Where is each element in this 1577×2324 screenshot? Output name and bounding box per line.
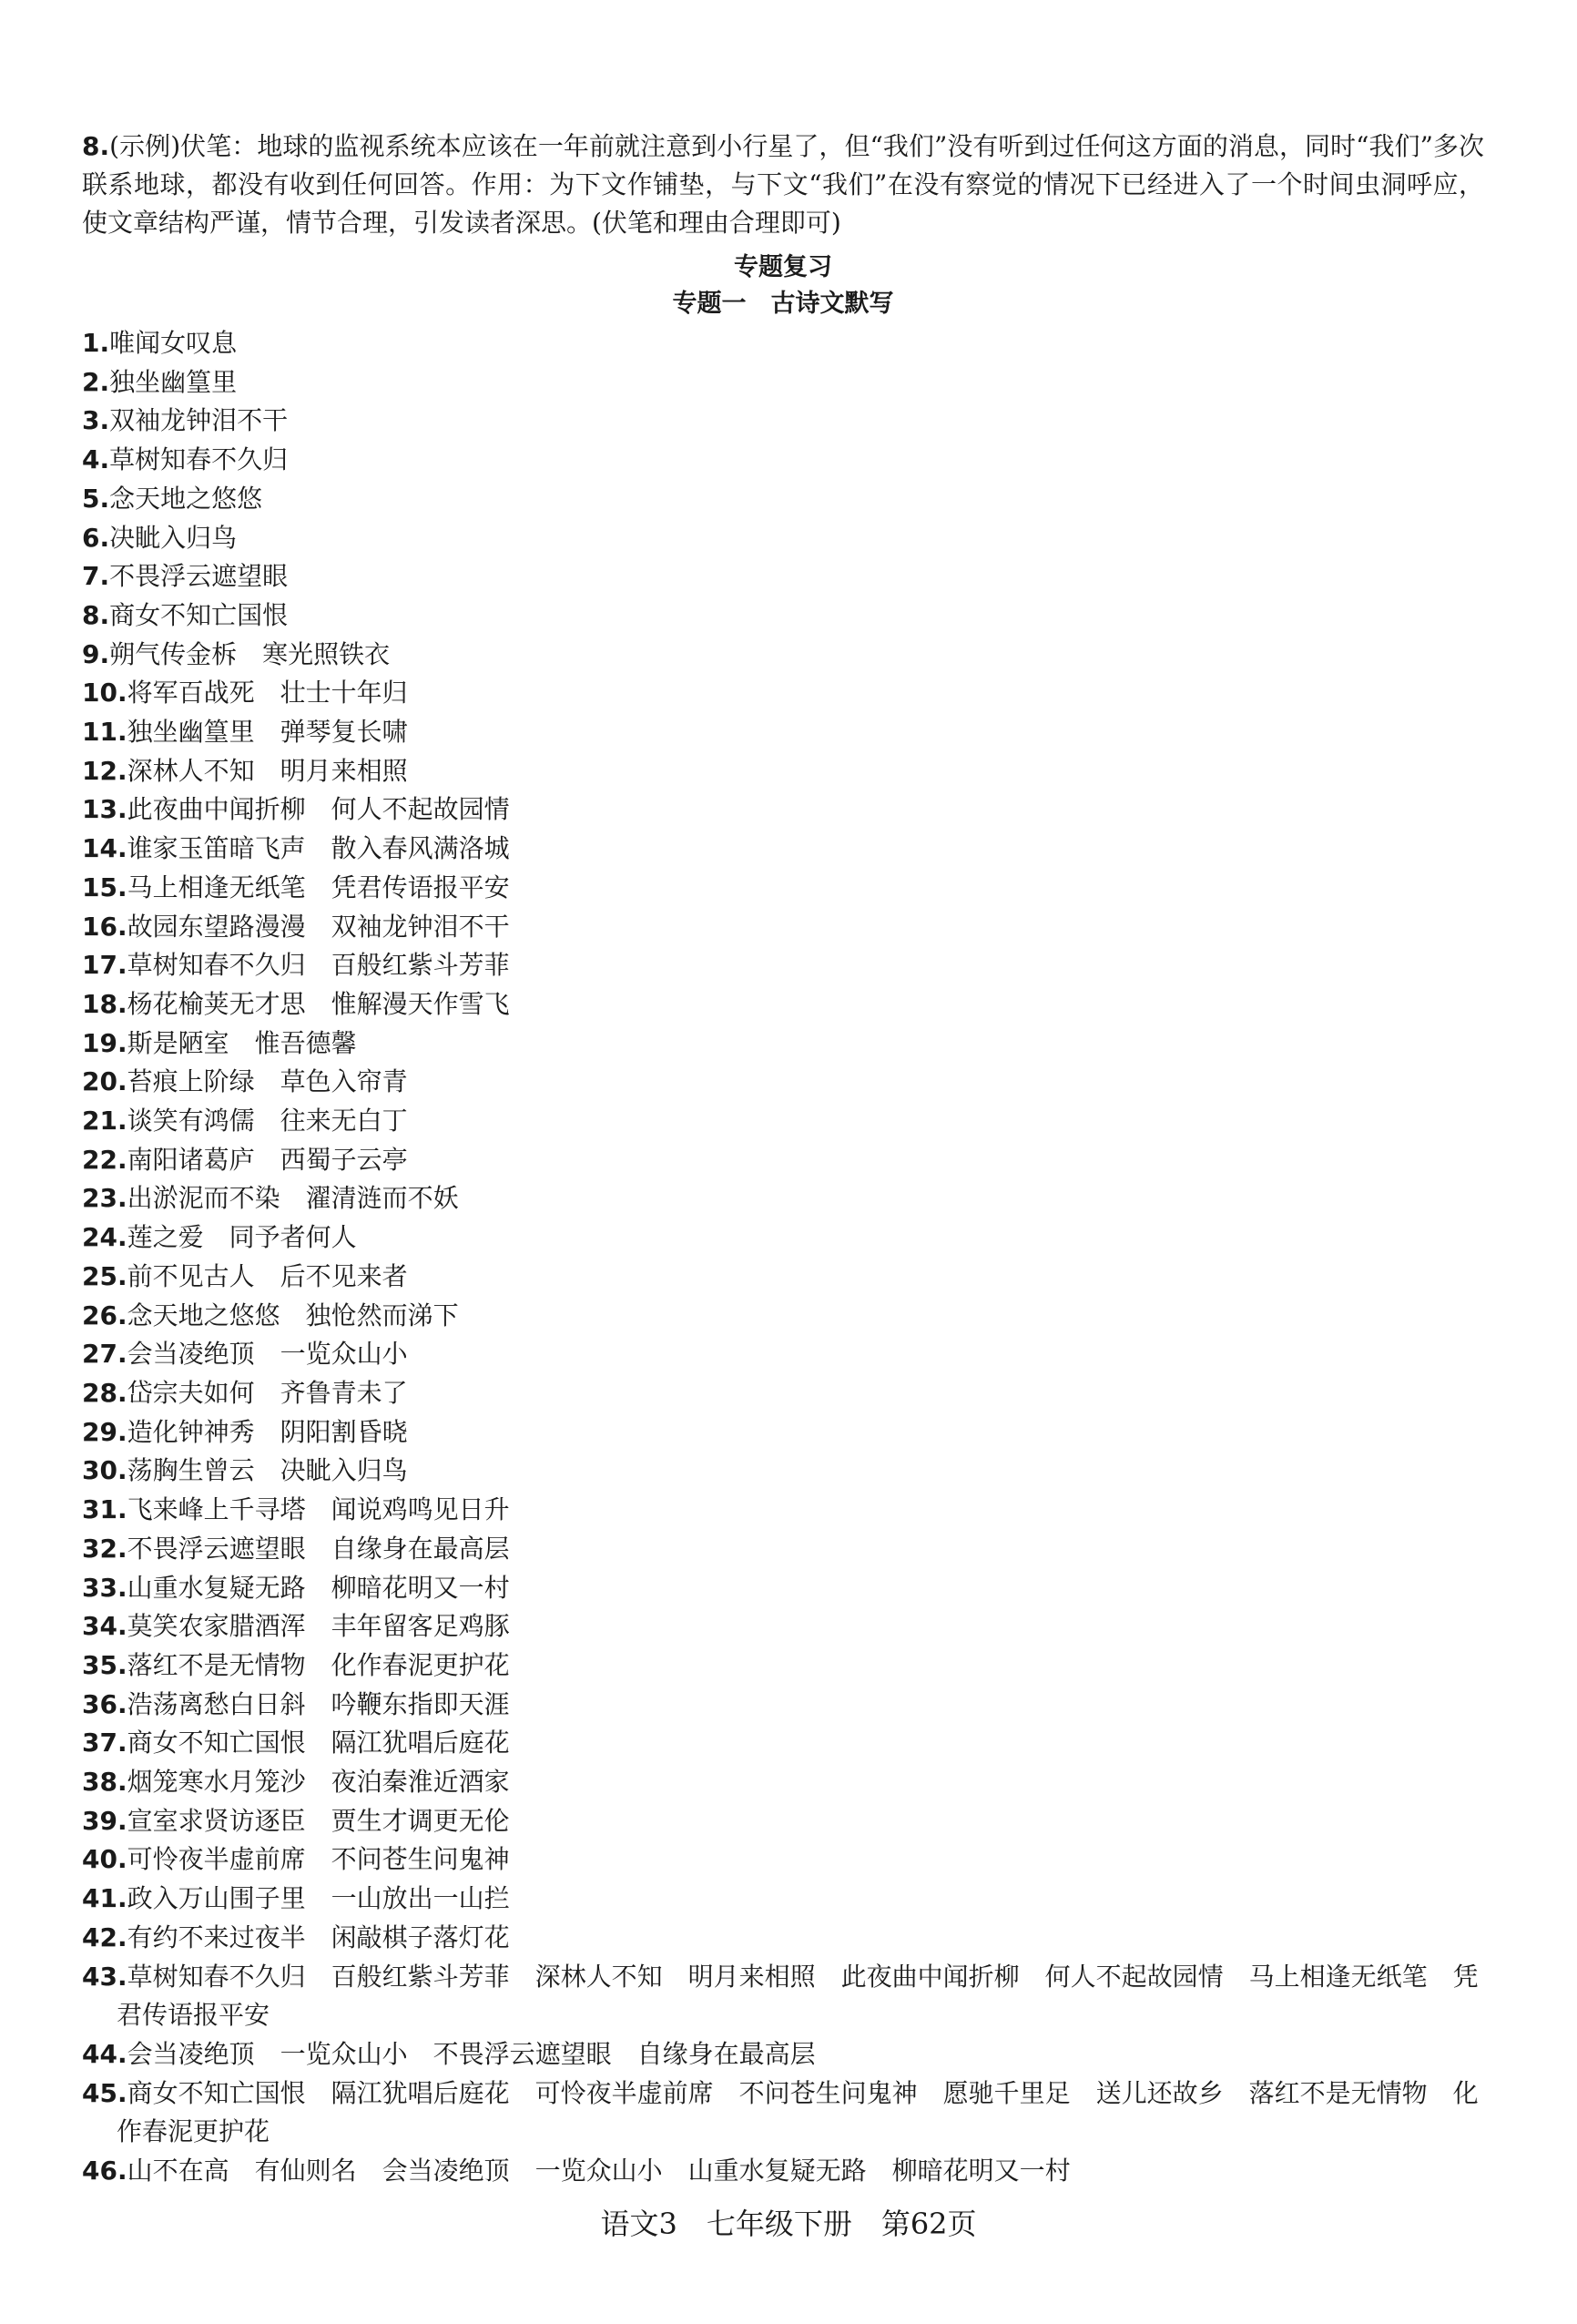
answer-item xyxy=(82,1958,1484,2035)
answer-item xyxy=(82,1607,1484,1646)
answer-text: 独坐幽篁里 弹琴复长啸 xyxy=(127,717,408,748)
answer-item xyxy=(82,2035,1484,2074)
answer-number: 3. xyxy=(82,405,110,436)
intro-number: 8. xyxy=(82,131,110,161)
answer-number: 6. xyxy=(82,522,110,553)
answer-number: 8. xyxy=(82,599,110,630)
answer-number: 42. xyxy=(82,1921,127,1952)
answer-item xyxy=(82,908,1484,947)
answer-item xyxy=(82,1646,1484,1686)
section-title: 专题复习 xyxy=(734,253,832,281)
answer-number: 26. xyxy=(82,1300,127,1330)
answer-number: 45. xyxy=(82,2077,127,2108)
answer-item xyxy=(82,1569,1484,1608)
answer-number: 11. xyxy=(82,717,127,748)
answer-text: 出淤泥而不染 濯清涟而不妖 xyxy=(127,1183,459,1214)
answer-text: 朔气传金柝 寒光照铁衣 xyxy=(109,638,391,669)
answer-item xyxy=(82,1530,1484,1569)
answer-item xyxy=(82,985,1484,1024)
answer-item xyxy=(82,1686,1484,1725)
answer-item xyxy=(82,830,1484,869)
answer-item xyxy=(82,402,1484,441)
answer-item xyxy=(82,1802,1484,1841)
answer-item xyxy=(82,636,1484,675)
answer-text: 将军百战死 壮士十年归 xyxy=(127,678,408,708)
answer-item xyxy=(82,363,1484,403)
answer-item xyxy=(82,1063,1484,1102)
answer-text: 念天地之悠悠 独怆然而涕下 xyxy=(127,1300,459,1330)
answer-item xyxy=(82,2074,1484,2152)
subsection-title: 专题一 古诗文默写 xyxy=(672,290,894,318)
answer-item xyxy=(82,1024,1484,1064)
answer-text: 独坐幽篁里 xyxy=(109,366,238,397)
answer-text: 浩荡离愁白日斜 吟鞭东指即天涯 xyxy=(127,1688,510,1719)
answer-item xyxy=(82,596,1484,636)
answer-number: 13. xyxy=(82,794,127,825)
answer-item xyxy=(82,1374,1484,1413)
answer-number: 36. xyxy=(82,1688,127,1719)
answer-number: 14. xyxy=(82,833,127,864)
answer-number: 27. xyxy=(82,1339,127,1370)
answer-text: 南阳诸葛庐 西蜀子云亭 xyxy=(127,1144,408,1175)
answer-text: 烟笼寒水月笼沙 夜泊秦淮近酒家 xyxy=(127,1767,510,1798)
answer-text: 深林人不知 明月来相照 xyxy=(127,755,408,786)
answer-item xyxy=(82,1179,1484,1218)
answer-item xyxy=(82,1763,1484,1802)
intro-text: (示例)伏笔：地球的监视系统本应该在一年前就注意到小行星了，但“我们”没有听到过任何这方面的消息，同时“我们”多次联系地球，都没有收到任何回答。作用：为下文作铺垫，与下文“我们”在没有察觉的情况下已经进入了一个时间虫洞呼应，使文章结构严谨，情节合理，引发读者深思。(伏笔和理由合理即可) xyxy=(82,131,1484,238)
answer-number: 16. xyxy=(82,911,127,942)
answer-text: 苔痕上阶绿 草色入帘青 xyxy=(127,1066,408,1097)
answer-number: 2. xyxy=(82,366,110,397)
answer-item xyxy=(82,1452,1484,1491)
answer-list xyxy=(82,324,1484,2191)
answer-number: 17. xyxy=(82,950,127,981)
answer-text: 商女不知亡国恨 隔江犹唱后庭花 xyxy=(127,1728,510,1758)
answer-number: 7. xyxy=(82,561,110,592)
answer-text: 飞来峰上千寻塔 闻说鸡鸣见日升 xyxy=(127,1494,510,1525)
answer-number: 4. xyxy=(82,444,110,475)
answer-number: 21. xyxy=(82,1106,127,1137)
answer-item xyxy=(82,1724,1484,1763)
answer-item xyxy=(82,1297,1484,1336)
answer-text: 谁家玉笛暗飞声 散入春风满洛城 xyxy=(127,833,510,864)
answer-number: 9. xyxy=(82,638,110,669)
answer-text: 会当凌绝顶 一览众山小 不畏浮云遮望眼 自缘身在最高层 xyxy=(127,2038,816,2069)
answer-item xyxy=(82,1413,1484,1452)
answer-text: 双袖龙钟泪不干 xyxy=(109,405,289,436)
answer-number: 28. xyxy=(82,1377,127,1408)
answer-text: 宣室求贤访逐臣 贾生才调更无伦 xyxy=(127,1805,510,1836)
answer-item xyxy=(82,1258,1484,1297)
answer-number: 19. xyxy=(82,1027,127,1058)
answer-text: 岱宗夫如何 齐鲁青未了 xyxy=(127,1377,408,1408)
answer-number: 10. xyxy=(82,678,127,708)
answer-text: 会当凌绝顶 一览众山小 xyxy=(127,1339,408,1370)
answer-item xyxy=(82,1102,1484,1141)
answer-item xyxy=(82,519,1484,558)
answer-number: 38. xyxy=(82,1767,127,1798)
answer-text: 不畏浮云遮望眼 自缘身在最高层 xyxy=(127,1533,510,1564)
answer-page xyxy=(82,127,1484,2191)
answer-item xyxy=(82,869,1484,908)
answer-text: 此夜曲中闻折柳 何人不起故园情 xyxy=(127,794,510,825)
answer-item xyxy=(82,480,1484,519)
answer-text: 山重水复疑无路 柳暗花明又一村 xyxy=(127,1572,510,1603)
answer-item xyxy=(82,1335,1484,1374)
answer-text: 前不见古人 后不见来者 xyxy=(127,1260,408,1291)
answer-item xyxy=(82,946,1484,985)
answer-number: 20. xyxy=(82,1066,127,1097)
answer-number: 43. xyxy=(82,1961,127,1992)
answer-item xyxy=(82,324,1484,363)
answer-number: 41. xyxy=(82,1883,127,1914)
answer-item xyxy=(82,1880,1484,1919)
answer-text: 荡胸生曾云 决眦入归鸟 xyxy=(127,1455,408,1486)
answer-number: 35. xyxy=(82,1649,127,1680)
intro-paragraph xyxy=(82,127,1484,242)
answer-item xyxy=(82,1491,1484,1530)
answer-text: 谈笑有鸿儒 往来无白丁 xyxy=(127,1106,408,1137)
answer-text: 不畏浮云遮望眼 xyxy=(109,561,289,592)
answer-number: 15. xyxy=(82,872,127,902)
answer-number: 1. xyxy=(82,328,110,358)
answer-number: 5. xyxy=(82,483,110,514)
answer-number: 24. xyxy=(82,1222,127,1253)
answer-text: 草树知春不久归 xyxy=(109,444,289,475)
answer-number: 23. xyxy=(82,1183,127,1214)
answer-number: 34. xyxy=(82,1611,127,1642)
answer-text: 马上相逢无纸笔 凭君传语报平安 xyxy=(127,872,510,902)
answer-item xyxy=(82,441,1484,480)
answer-number: 31. xyxy=(82,1494,127,1525)
answer-text: 商女不知亡国恨 隔江犹唱后庭花 可怜夜半虚前席 不问苍生问鬼神 愿驰千里足 送儿还故乡 落红不是无情物 化作春泥更护花 xyxy=(117,2077,1479,2147)
answer-text: 故园东望路漫漫 双袖龙钟泪不干 xyxy=(127,911,510,942)
answer-number: 32. xyxy=(82,1533,127,1564)
answer-text: 落红不是无情物 化作春泥更护花 xyxy=(127,1649,510,1680)
answer-item xyxy=(82,752,1484,791)
answer-item xyxy=(82,557,1484,596)
answer-number: 46. xyxy=(82,2156,127,2186)
answer-item xyxy=(82,1218,1484,1258)
answer-item xyxy=(82,674,1484,713)
answer-number: 12. xyxy=(82,755,127,786)
answer-number: 22. xyxy=(82,1144,127,1175)
answer-text: 可怜夜半虚前席 不问苍生问鬼神 xyxy=(127,1844,510,1875)
answer-number: 30. xyxy=(82,1455,127,1486)
answer-number: 37. xyxy=(82,1728,127,1758)
answer-text: 山不在高 有仙则名 会当凌绝顶 一览众山小 山重水复疑无路 柳暗花明又一村 xyxy=(127,2156,1071,2186)
answer-number: 25. xyxy=(82,1260,127,1291)
answer-text: 政入万山围子里 一山放出一山拦 xyxy=(127,1883,510,1914)
answer-number: 33. xyxy=(82,1572,127,1603)
answer-number: 29. xyxy=(82,1416,127,1447)
page-footer: 语文3 七年级下册 第62页 xyxy=(600,2207,977,2241)
answer-item xyxy=(82,1919,1484,1958)
answer-text: 有约不来过夜半 闲敲棋子落灯花 xyxy=(127,1921,510,1952)
answer-text: 决眦入归鸟 xyxy=(109,522,238,553)
answer-text: 造化钟神秀 阴阳割昏晓 xyxy=(127,1416,408,1447)
answer-number: 18. xyxy=(82,988,127,1019)
answer-text: 商女不知亡国恨 xyxy=(109,599,289,630)
answer-text: 唯闻女叹息 xyxy=(109,328,238,358)
answer-text: 草树知春不久归 百般红紫斗芳菲 深林人不知 明月来相照 此夜曲中闻折柳 何人不起故园情 马上相逢无纸笔 凭君传语报平安 xyxy=(117,1961,1479,2031)
answer-text: 莲之爱 同予者何人 xyxy=(127,1222,357,1253)
answer-number: 44. xyxy=(82,2038,127,2069)
answer-text: 草树知春不久归 百般红紫斗芳菲 xyxy=(127,950,510,981)
answer-text: 莫笑农家腊酒浑 丰年留客足鸡豚 xyxy=(127,1611,510,1642)
answer-item xyxy=(82,2152,1484,2191)
answer-item xyxy=(82,790,1484,830)
answer-text: 杨花榆荚无才思 惟解漫天作雪飞 xyxy=(127,988,510,1019)
answer-text: 斯是陋室 惟吾德馨 xyxy=(127,1027,357,1058)
answer-text: 念天地之悠悠 xyxy=(109,483,263,514)
answer-item xyxy=(82,1840,1484,1880)
answer-number: 39. xyxy=(82,1805,127,1836)
answer-item xyxy=(82,1141,1484,1180)
answer-number: 40. xyxy=(82,1844,127,1875)
answer-item xyxy=(82,713,1484,752)
